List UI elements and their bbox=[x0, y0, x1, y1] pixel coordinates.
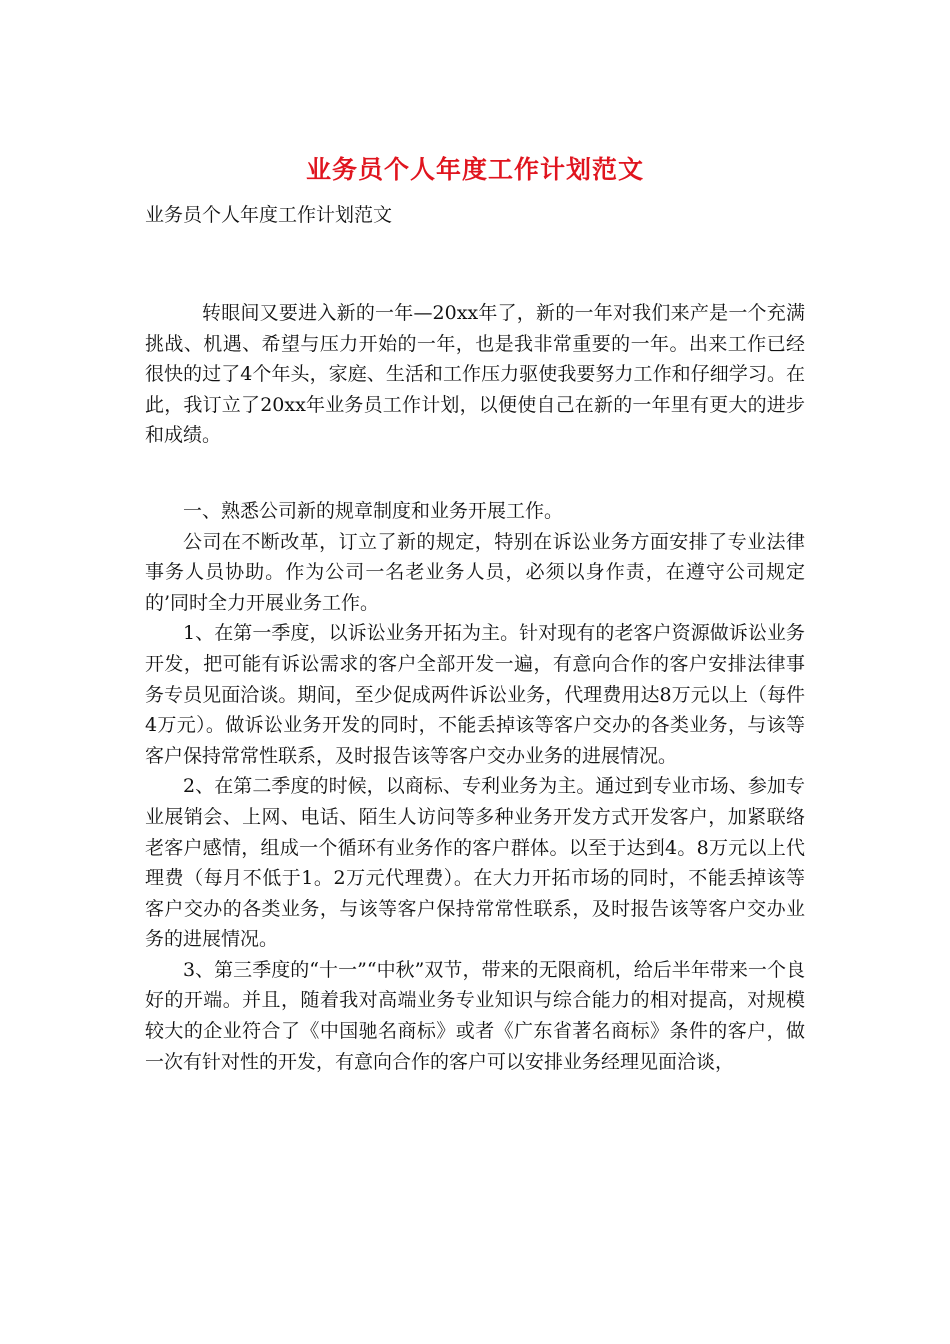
paragraph-q1: 1、在第一季度，以诉讼业务开拓为主。针对现有的老客户资源做诉讼业务开发，把可能有诉讼需求的客户全部开发一遍，有意向合作的客户安排法律事务专员见面洽谈。期间，至少促成两件诉讼业务，代理费用达8万元以上（每件4万元）。做诉讼业务开发的同时，不能丢掉该等客户交办的各类业务，与该等客户保持常常性联系，及时报告该等客户交办业务的进展情况。 bbox=[145, 622, 805, 767]
paragraph-intro: 转眼间又要进入新的一年—20xx年了，新的一年对我们来产是一个充满挑战、机遇、希望与压力开始的一年，也是我非常重要的一年。出来工作已经很快的过了4个年头，家庭、生活和工作压力驱使我要努力工作和仔细学习。在此，我订立了20xx年业务员工作计划，以便使自己在新的一年里有更大的进步和成绩。 bbox=[145, 302, 805, 447]
paragraph-q2: 2、在第二季度的时候，以商标、专利业务为主。通过到专业市场、参加专业展销会、上网、电话、陌生人访问等多种业务开发方式开发客户，加紧联络老客户感情，组成一个循环有业务作的客户群体。以至于达到4。8万元以上代理费（每月不低于1。2万元代理费）。在大力开拓市场的同时，不能丢掉该等客户交办的各类业务，与该等客户保持常常性联系，及时报告该等客户交办业务的进展情况。 bbox=[145, 775, 805, 951]
paragraph-q3: 3、第三季度的“十一”“中秋”双节，带来的无限商机，给后半年带来一个良好的开端。并且，随着我对高端业务专业知识与综合能力的相对提高，对规模较大的企业符合了《中国驰名商标》或者《广东省著名商标》条件的客户，做一次有针对性的开发，有意向合作的客户可以安排业务经理见面洽谈， bbox=[145, 958, 805, 1073]
document-subtitle: 业务员个人年度工作计划范文 bbox=[145, 204, 393, 226]
document-body bbox=[145, 298, 805, 1077]
document-title: 业务员个人年度工作计划范文 bbox=[305, 155, 644, 184]
section-heading: 一、熟悉公司新的规章制度和业务开展工作。 bbox=[183, 499, 564, 522]
paragraph-spacer bbox=[145, 451, 805, 496]
paragraph-section-intro: 公司在不断改革，订立了新的规定，特别在诉讼业务方面安排了专业法律事务人员协助。作为公司一名老业务人员，必须以身作责，在遵守公司规定的’同时全力开展业务工作。 bbox=[145, 530, 805, 614]
